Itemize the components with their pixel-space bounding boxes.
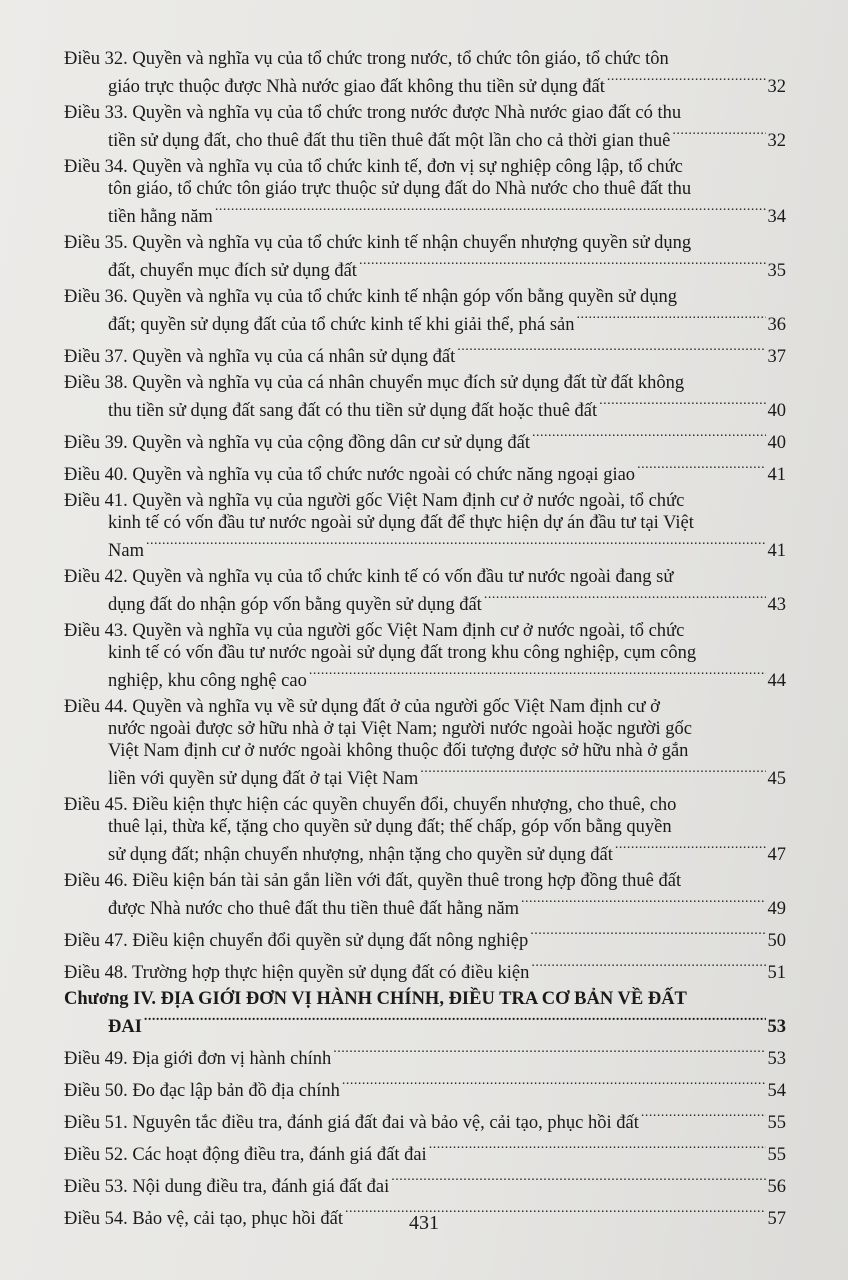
page-number: 431: [409, 1212, 439, 1234]
toc-entry-text: Điều 36. Quyền và nghĩa vụ của tổ chức kinh tế nhận góp vốn bằng quyền sử dụng: [64, 287, 677, 307]
toc-entry-text: Điều 51. Nguyên tắc điều tra, đánh giá đất đai và bảo vệ, cải tạo, phục hồi đất: [64, 1113, 639, 1133]
toc-entry-text: Điều 32. Quyền và nghĩa vụ của tổ chức trong nước, tổ chức tôn giáo, tổ chức tôn: [64, 49, 669, 69]
dot-leader: [309, 664, 766, 686]
dot-leader: [637, 458, 765, 480]
toc-page-number: 53: [767, 1049, 786, 1069]
dot-leader: [599, 394, 765, 416]
toc-entry: [64, 924, 786, 952]
toc-chapter-entry: [64, 988, 786, 1038]
toc-page-number: 49: [767, 899, 786, 919]
dot-leader: [359, 254, 766, 276]
toc-entry-text: nước ngoài được sở hữu nhà ở tại Việt Nam; người nước ngoài hoặc người gốc: [108, 719, 692, 739]
toc-entry: [64, 1170, 786, 1198]
toc-entry-text: Điều 35. Quyền và nghĩa vụ của tổ chức kinh tế nhận chuyển nhượng quyền sử dụng: [64, 233, 692, 253]
toc-entry: [64, 794, 786, 866]
toc-entry-text: Điều 45. Điều kiện thực hiện các quyền chuyển đổi, chuyển nhượng, cho thuê, cho: [64, 795, 677, 815]
toc-page-number: 56: [767, 1177, 786, 1197]
dot-leader: [484, 588, 766, 610]
dot-leader: [333, 1042, 765, 1064]
dot-leader: [342, 1074, 766, 1096]
dot-leader: [429, 1138, 766, 1160]
toc-entry-text: liền với quyền sử dụng đất ở tại Việt Nam: [108, 769, 419, 789]
toc-entry-text: Điều 49. Địa giới đơn vị hành chính: [64, 1049, 332, 1069]
toc-entry-text: Điều 44. Quyền và nghĩa vụ về sử dụng đất ở của người gốc Việt Nam định cư ở: [64, 697, 660, 717]
toc-entry: [64, 340, 786, 368]
toc-page-number: 32: [767, 77, 786, 97]
toc-entry: [64, 1074, 786, 1102]
toc-entry: [64, 1138, 786, 1166]
dot-leader: [672, 124, 765, 146]
toc-entry-text: Việt Nam định cư ở nước ngoài không thuộc đối tượng được sở hữu nhà ở gắn: [108, 741, 689, 761]
toc-page-number: 53: [767, 1017, 786, 1037]
toc-entry-text: Điều 43. Quyền và nghĩa vụ của người gốc Việt Nam định cư ở nước ngoài, tổ chức: [64, 621, 685, 641]
toc-page-number: 40: [767, 433, 786, 453]
toc-page-number: 47: [767, 845, 786, 865]
dot-leader: [641, 1106, 766, 1128]
dot-leader: [420, 762, 765, 784]
dot-leader: [521, 892, 765, 914]
toc-entry: [64, 1106, 786, 1134]
toc-entry-text: kinh tế có vốn đầu tư nước ngoài sử dụng đất để thực hiện dự án đầu tư tại Việt: [108, 513, 694, 533]
toc-page-number: 44: [767, 671, 786, 691]
toc-entry: [64, 566, 786, 616]
toc-entry-text: tôn giáo, tổ chức tôn giáo trực thuộc sử dụng đất do Nhà nước cho thuê đất thu: [108, 179, 692, 199]
toc-entry-text: Điều 39. Quyền và nghĩa vụ của cộng đồng dân cư sử dụng đất: [64, 433, 531, 453]
toc-entry-text: Chương IV. ĐỊA GIỚI ĐƠN VỊ HÀNH CHÍNH, ĐIỀU TRA CƠ BẢN VỀ ĐẤT: [64, 989, 687, 1009]
toc-entry-text: kinh tế có vốn đầu tư nước ngoài sử dụng đất trong khu công nghiệp, cụm công: [108, 643, 697, 663]
toc-entry-text: nghiệp, khu công nghệ cao: [108, 671, 307, 691]
toc-entry-text: Điều 33. Quyền và nghĩa vụ của tổ chức trong nước được Nhà nước giao đất có thu: [64, 103, 682, 123]
toc-entry-text: Điều 47. Điều kiện chuyển đổi quyền sử dụng đất nông nghiệp: [64, 931, 529, 951]
toc-entry: [64, 286, 786, 336]
dot-leader: [532, 426, 765, 448]
toc-entry-text: Điều 52. Các hoạt động điều tra, đánh giá đất đai: [64, 1145, 427, 1165]
toc-page-number: 55: [767, 1113, 786, 1133]
toc-entry: [64, 458, 786, 486]
toc-entry-text: thuê lại, thừa kế, tặng cho quyền sử dụng đất; thế chấp, góp vốn bằng quyền: [108, 817, 672, 837]
toc-entry-text: Điều 34. Quyền và nghĩa vụ của tổ chức kinh tế, đơn vị sự nghiệp công lập, tổ chức: [64, 157, 683, 177]
toc-entry: [64, 48, 786, 98]
toc-entry: [64, 1042, 786, 1070]
toc-page-number: 50: [767, 931, 786, 951]
toc-entry-text: Nam: [108, 541, 144, 561]
dot-leader: [457, 340, 765, 362]
toc-entry-text: Điều 54. Bảo vệ, cải tạo, phục hồi đất: [64, 1209, 343, 1229]
toc-page-number: 57: [767, 1209, 786, 1229]
dot-leader: [391, 1170, 765, 1192]
toc-entry-text: Điều 40. Quyền và nghĩa vụ của tổ chức nước ngoài có chức năng ngoại giao: [64, 465, 636, 485]
dot-leader: [607, 70, 766, 92]
toc-page-number: 41: [767, 541, 786, 561]
toc-entry-text: thu tiền sử dụng đất sang đất có thu tiền sử dụng đất hoặc thuê đất: [108, 401, 598, 421]
toc-entry: [64, 232, 786, 282]
dot-leader: [531, 956, 765, 978]
toc-entry-text: được Nhà nước cho thuê đất thu tiền thuê đất hằng năm: [108, 899, 520, 919]
toc-entry-text: Điều 42. Quyền và nghĩa vụ của tổ chức kinh tế có vốn đầu tư nước ngoài đang sử: [64, 567, 674, 587]
toc-entry-text: Điều 53. Nội dung điều tra, đánh giá đất đai: [64, 1177, 390, 1197]
dot-leader: [577, 308, 766, 330]
toc-entry-text: Điều 37. Quyền và nghĩa vụ của cá nhân sử dụng đất: [64, 347, 456, 367]
toc-entry-text: tiền sử dụng đất, cho thuê đất thu tiền thuê đất một lần cho cả thời gian thuê: [108, 131, 671, 151]
toc-page-number: 36: [767, 315, 786, 335]
dot-leader: [146, 534, 766, 556]
toc-entry-text: Điều 50. Đo đạc lập bản đồ địa chính: [64, 1081, 340, 1101]
toc-entry-text: đất; quyền sử dụng đất của tổ chức kinh tế khi giải thể, phá sản: [108, 315, 575, 335]
toc-page-number: 54: [767, 1081, 786, 1101]
toc-entry-text: đất, chuyển mục đích sử dụng đất: [108, 261, 357, 281]
toc-page-number: 55: [767, 1145, 786, 1165]
toc-page-number: 51: [767, 963, 786, 983]
toc-entry-text: tiền hằng năm: [108, 207, 213, 227]
toc-entry: [64, 696, 786, 790]
toc-entry-text: sử dụng đất; nhận chuyển nhượng, nhận tặng cho quyền sử dụng đất: [108, 845, 613, 865]
toc-entry-text: Điều 38. Quyền và nghĩa vụ của cá nhân chuyển mục đích sử dụng đất từ đất không: [64, 373, 685, 393]
toc-entry: [64, 372, 786, 422]
toc-entry: [64, 620, 786, 692]
toc-entry-text: Điều 41. Quyền và nghĩa vụ của người gốc Việt Nam định cư ở nước ngoài, tổ chức: [64, 491, 685, 511]
toc-entry-text: Điều 46. Điều kiện bán tài sản gắn liền với đất, quyền thuê trong hợp đồng thuê đất: [64, 871, 682, 891]
toc-page-number: 41: [767, 465, 786, 485]
toc-entry-text: Điều 48. Trường hợp thực hiện quyền sử dụng đất có điều kiện: [64, 963, 530, 983]
toc-page-number: 43: [767, 595, 786, 615]
toc-entry: [64, 870, 786, 920]
toc-page-number: 45: [767, 769, 786, 789]
toc-page-number: 32: [767, 131, 786, 151]
dot-leader: [530, 924, 765, 946]
toc-page-number: 40: [767, 401, 786, 421]
toc-entry: [64, 490, 786, 562]
toc-page-number: 37: [767, 347, 786, 367]
toc-entry-text: giáo trực thuộc được Nhà nước giao đất không thu tiền sử dụng đất: [108, 77, 605, 97]
toc-entry: [64, 102, 786, 152]
toc-entry: [64, 956, 786, 984]
dot-leader: [215, 200, 766, 222]
table-of-contents: [64, 48, 786, 1234]
toc-page-number: 35: [767, 261, 786, 281]
toc-page-number: 34: [767, 207, 786, 227]
toc-entry-text: ĐAI: [108, 1017, 142, 1037]
toc-entry: [64, 426, 786, 454]
dot-leader: [144, 1010, 766, 1032]
toc-entry: [64, 156, 786, 228]
toc-entry-text: dụng đất do nhận góp vốn bằng quyền sử dụng đất: [108, 595, 482, 615]
dot-leader: [615, 838, 766, 860]
